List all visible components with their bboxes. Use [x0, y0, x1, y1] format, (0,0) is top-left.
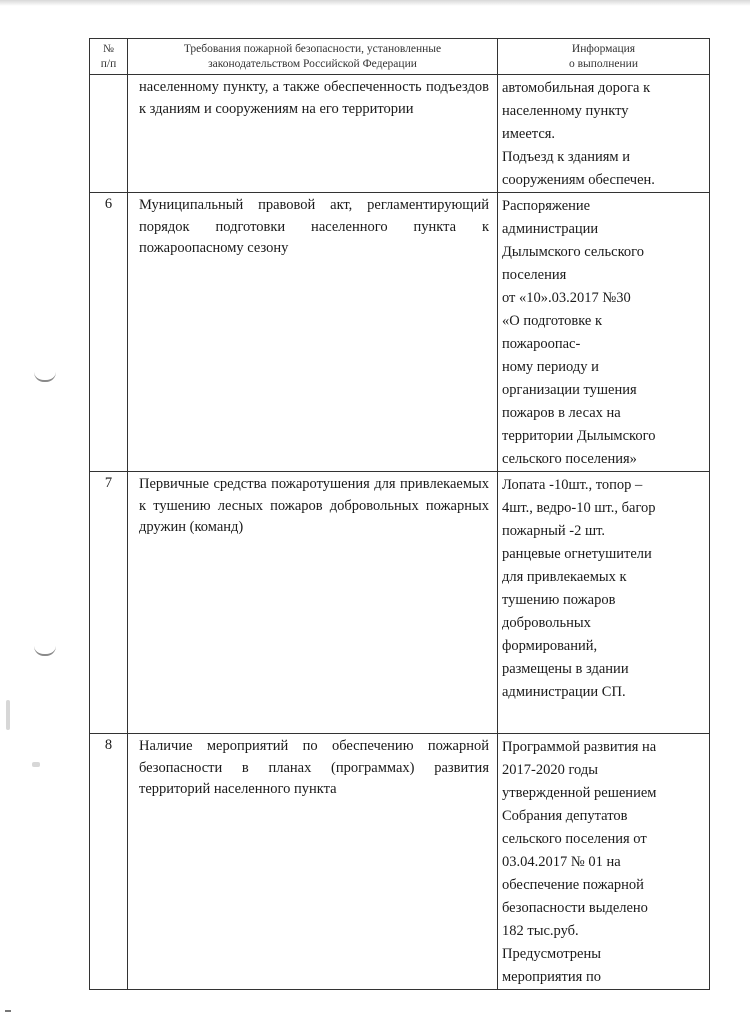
scan-edge [0, 0, 750, 6]
header-info: Информация о выполнении [498, 39, 710, 75]
table-row [90, 734, 710, 990]
table-header-row [90, 39, 710, 75]
fire-safety-table [89, 38, 710, 990]
row-number [90, 75, 128, 193]
header-requirement: Требования пожарной безопасности, установленные законодательством Российской Федерации [128, 39, 498, 75]
scan-mark [5, 1010, 11, 1012]
requirement-text: Наличие мероприятий по обеспечению пожарной безопасности в планах (программах) развития территорий населенного пункта [128, 734, 498, 990]
punch-hole-mark [34, 646, 56, 656]
scan-smudge [6, 700, 10, 730]
punch-hole-mark [34, 372, 56, 382]
info-cell: автомобильная дорога к населенному пункту имеется. Подъезд к зданиям и сооружениям обеспечен. [498, 75, 710, 193]
requirement-text: Первичные средства пожаротушения для привлекаемых к тушению лесных пожаров добровольных пожарных дружин (команд) [128, 472, 498, 734]
scan-smudge [32, 762, 40, 767]
table-row [90, 472, 710, 734]
table-row [90, 75, 710, 193]
header-number: № п/п [90, 39, 128, 75]
row-number: 6 [90, 193, 128, 472]
requirement-text: населенному пункту, а также обеспеченность подъездов к зданиям и сооружениям на его территории [128, 75, 498, 193]
info-cell: Программой развития на 2017-2020 годы утвержденной решением Собрания депутатов сельского поселения от 03.04.2017 № 01 на обеспечение пожарной безопасности выделено 182 тыс.руб. Предусмотрены мероприятия по [498, 734, 710, 990]
info-cell: Распоряжение администрации Дылымского сельского поселения от «10».03.2017 №30 «О подготовке к пожароопас- ному периоду и организации тушения пожаров в лесах на территории Дылымского сельского поселения» [498, 193, 710, 472]
table-row [90, 193, 710, 472]
row-number: 7 [90, 472, 128, 734]
requirement-text: Муниципальный правовой акт, регламентирующий порядок подготовки населенного пункта к пожароопасному сезону [128, 193, 498, 472]
info-cell: Лопата -10шт., топор – 4шт., ведро-10 шт., багор пожарный -2 шт. ранцевые огнетушители для привлекаемых к тушению пожаров добровольных формирований, размещены в здании администрации СП. [498, 472, 710, 734]
row-number: 8 [90, 734, 128, 990]
